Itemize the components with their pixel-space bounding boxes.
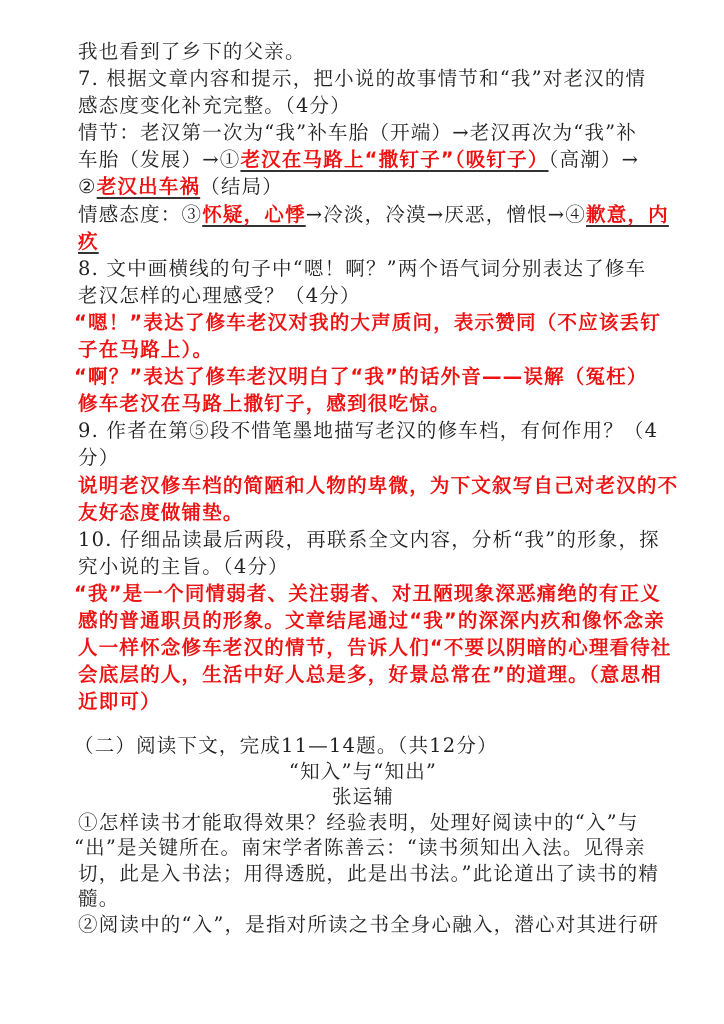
q10-answer-line-2: 感的普通职员的形象。文章结尾通过“我”的深深内疚和像怀念亲 [78, 608, 665, 632]
q10-prompt-line-1: 10. 仔细品读最后两段，再联系全文内容，分析“我”的形象，探 [78, 527, 660, 551]
previous-text-line: 我也看到了乡下的父亲。 [78, 40, 306, 63]
paragraph-line-2: “出”是关键所在。南宋学者陈善云：“读书须知出入法。见得亲 [74, 836, 646, 860]
paragraph-line-5: ②阅读中的“入”，是指对所读之书全身心融入，潜心对其进行研 [78, 912, 660, 936]
paragraph-line-4: 髓。 [78, 887, 120, 911]
q8-prompt-line-2: 老汉怎样的心理感受？（4分） [78, 283, 361, 307]
q7-plot-suffix: （高潮）→ [548, 148, 640, 172]
q7-plot-line-3 [78, 173, 648, 200]
paragraph-line-3: 切，此是入书法；用得透脱，此是出书法。”此论道出了读书的精 [78, 861, 660, 885]
q7-prompt-line-1: 7. 根据文章内容和提示，把小说的故事情节和“我”对老汉的情 [78, 67, 647, 91]
section-gap [78, 715, 648, 733]
q9-prompt-line-2: 分） [78, 446, 120, 470]
q8-prompt-line-1: 8. 文中画横线的句子中“嗯！啊？”两个语气词分别表达了修车 [78, 256, 647, 280]
q9-answer-line-1: 说明老汉修车档的简陋和人物的卑微，为下文叙写自己对老汉的不 [78, 473, 679, 497]
q7-plot-prefix: 车胎（发展）→① [78, 148, 241, 172]
paragraph-line-1: ①怎样读书才能取得效果？经验表明，处理好阅读中的“入”与 [78, 810, 639, 834]
section2-heading: （二）阅读下文，完成11—14题。（共12分） [74, 734, 498, 758]
q7-prompt-line-2: 感态度变化补充完整。（4分） [78, 94, 351, 118]
q7-plot-line-2 [78, 146, 648, 173]
q8-answer-line-2: 子在马路上）。 [78, 338, 214, 362]
q9-prompt-line-1: 9. 作者在第⑤段不惜笔墨地描写老汉的修车档，有何作用？（4 [78, 419, 659, 443]
article-title: “知入”与“知出” [288, 759, 438, 783]
q10-answer-line-4: 会底层的人，生活中好人总是多，好景总常在”的道理。（意思相 [78, 663, 662, 687]
q7-answer-4a: 歉意，内 [586, 202, 669, 226]
q7-answer-4b: 疚 [78, 229, 99, 253]
q7-plot-line-1: 情节：老汉第一次为“我”补车胎（开端）→老汉再次为“我”补 [78, 121, 638, 145]
q10-answer-line-3: 人一样怀念修车老汉的情节，告诉人们“不要以阴暗的心理看待社 [78, 636, 672, 660]
q7-emotion-middle: →冷淡，冷漠→厌恶，憎恨→④ [305, 202, 587, 226]
q7-emotion-prefix: 情感态度：③ [78, 202, 203, 226]
q7-plot3-prefix: ② [78, 175, 97, 199]
q7-emotion-line-2 [78, 228, 648, 255]
q7-answer-2: 老汉出车祸 [96, 175, 201, 199]
q7-plot3-suffix: （结局） [200, 175, 284, 199]
q7-answer-1: 老汉在马路上“撒钉子”（吸钉子） [240, 148, 549, 172]
article-author: 张运辅 [331, 785, 395, 809]
q10-prompt-line-2: 究小说的主旨。（4分） [78, 554, 289, 578]
q8-answer-line-4: 修车老汉在马路上撒钉子，感到很吃惊。 [78, 392, 451, 416]
q10-answer-line-5: 近即可） [78, 690, 161, 714]
q10-answer-line-1: “我”是一个同情弱者、关注弱者、对丑陋现象深恶痛绝的有正义 [74, 581, 661, 605]
q8-answer-line-3: “啊？”表达了修车老汉明白了“我”的话外音——误解（冤枉） [74, 365, 648, 389]
q8-answer-line-1: “嗯！”表达了修车老汉对我的大声质问，表示赞同（不应该丢钉 [74, 310, 661, 334]
q9-answer-line-2: 友好态度做铺垫。 [78, 500, 244, 524]
q7-emotion-line [78, 201, 669, 228]
document-page [74, 38, 679, 937]
q7-answer-3: 怀疑，心悸 [202, 202, 306, 226]
